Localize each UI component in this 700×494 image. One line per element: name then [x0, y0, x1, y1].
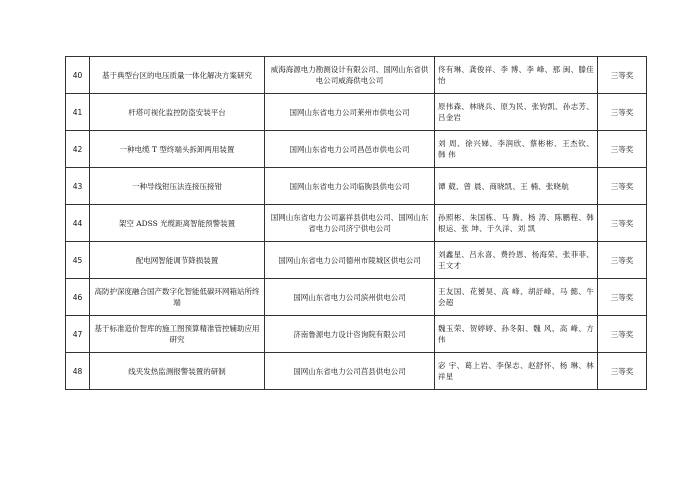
table-row [66, 316, 647, 353]
cell-unit: 国网山东省电力公司嘉祥县供电公司、国网山东省电力公司济宁供电公司 [265, 205, 435, 242]
cell-name: 一种导线钳压法连接压接钳 [90, 168, 265, 205]
cell-people: 原伟森、林晓兵、原为民、张钧凯、孙志芳、吕金岩 [435, 94, 598, 131]
cell-award: 三等奖 [598, 353, 647, 390]
cell-name: 高防护深度融合国产数字化智能低碳环网箱站所终端 [90, 279, 265, 316]
cell-name: 杆塔可视化监控防盗安装平台 [90, 94, 265, 131]
cell-name: 线夹发热监测报警装置的研制 [90, 353, 265, 390]
cell-unit: 国网山东省电力公司临朐县供电公司 [265, 168, 435, 205]
cell-unit: 国网山东省电力公司莒县供电公司 [265, 353, 435, 390]
cell-unit: 济南鲁源电力设计咨询院有限公司 [265, 316, 435, 353]
cell-people: 刘 周、徐兴娣、李润欣、蔡彬彬、王杰钦、韩 伟 [435, 131, 598, 168]
cell-award: 三等奖 [598, 279, 647, 316]
cell-no: 44 [66, 205, 90, 242]
cell-award: 三等奖 [598, 131, 647, 168]
cell-people: 刘鑫星、吕永喜、费拎恩、杨海荣、张菲菲、王文才 [435, 242, 598, 279]
cell-people: 孙照彬、朱国栋、马 腾、杨 涛、陈鹏程、韩根运、张 坤、于久洋、刘 凯 [435, 205, 598, 242]
awards-table [65, 56, 647, 390]
cell-unit: 国网山东省电力公司德州市陵城区供电公司 [265, 242, 435, 279]
cell-name: 基于标准造价智库的施工图预算精准管控辅助应用研究 [90, 316, 265, 353]
table-row [66, 205, 647, 242]
table-row [66, 353, 647, 390]
cell-name: 基于典型台区的电压质量一体化解决方案研究 [90, 57, 265, 94]
table-row [66, 168, 647, 205]
cell-no: 43 [66, 168, 90, 205]
cell-people: 王友国、花赟昊、高 峰、胡訏峰、马 懿、牛会超 [435, 279, 598, 316]
cell-award: 三等奖 [598, 316, 647, 353]
cell-award: 三等奖 [598, 57, 647, 94]
cell-unit: 国网山东省电力公司滨州供电公司 [265, 279, 435, 316]
table-row [66, 131, 647, 168]
cell-no: 48 [66, 353, 90, 390]
cell-award: 三等奖 [598, 94, 647, 131]
table-row [66, 242, 647, 279]
table-row [66, 279, 647, 316]
cell-people: 魏玉荣、贺婷婷、孙冬阳、魏 风、高 峰、方 伟 [435, 316, 598, 353]
cell-no: 42 [66, 131, 90, 168]
cell-award: 三等奖 [598, 242, 647, 279]
cell-no: 40 [66, 57, 90, 94]
cell-award: 三等奖 [598, 168, 647, 205]
table-row [66, 57, 647, 94]
cell-people: 谭 葳、曾 晨、商晓凯、王 楠、张晓航 [435, 168, 598, 205]
cell-name: 配电网智能调节降损装置 [90, 242, 265, 279]
cell-no: 45 [66, 242, 90, 279]
cell-people: 宓 宇、葛上岩、李保志、赵舒怀、杨 琳、林祥星 [435, 353, 598, 390]
cell-people: 佟有琳、龚俊祥、李 博、李 峰、那 闽、滕佳怡 [435, 57, 598, 94]
cell-no: 47 [66, 316, 90, 353]
cell-name: 一种电缆 T 型终端头拆卸两用装置 [90, 131, 265, 168]
cell-unit: 国网山东省电力公司莱州市供电公司 [265, 94, 435, 131]
cell-unit: 威海海源电力勘测设计有限公司、国网山东省供电公司威海供电公司 [265, 57, 435, 94]
cell-unit: 国网山东省电力公司昌邑市供电公司 [265, 131, 435, 168]
table-row [66, 94, 647, 131]
cell-no: 46 [66, 279, 90, 316]
cell-award: 三等奖 [598, 205, 647, 242]
cell-no: 41 [66, 94, 90, 131]
cell-name: 架空 ADSS 光缆距离智能预警装置 [90, 205, 265, 242]
